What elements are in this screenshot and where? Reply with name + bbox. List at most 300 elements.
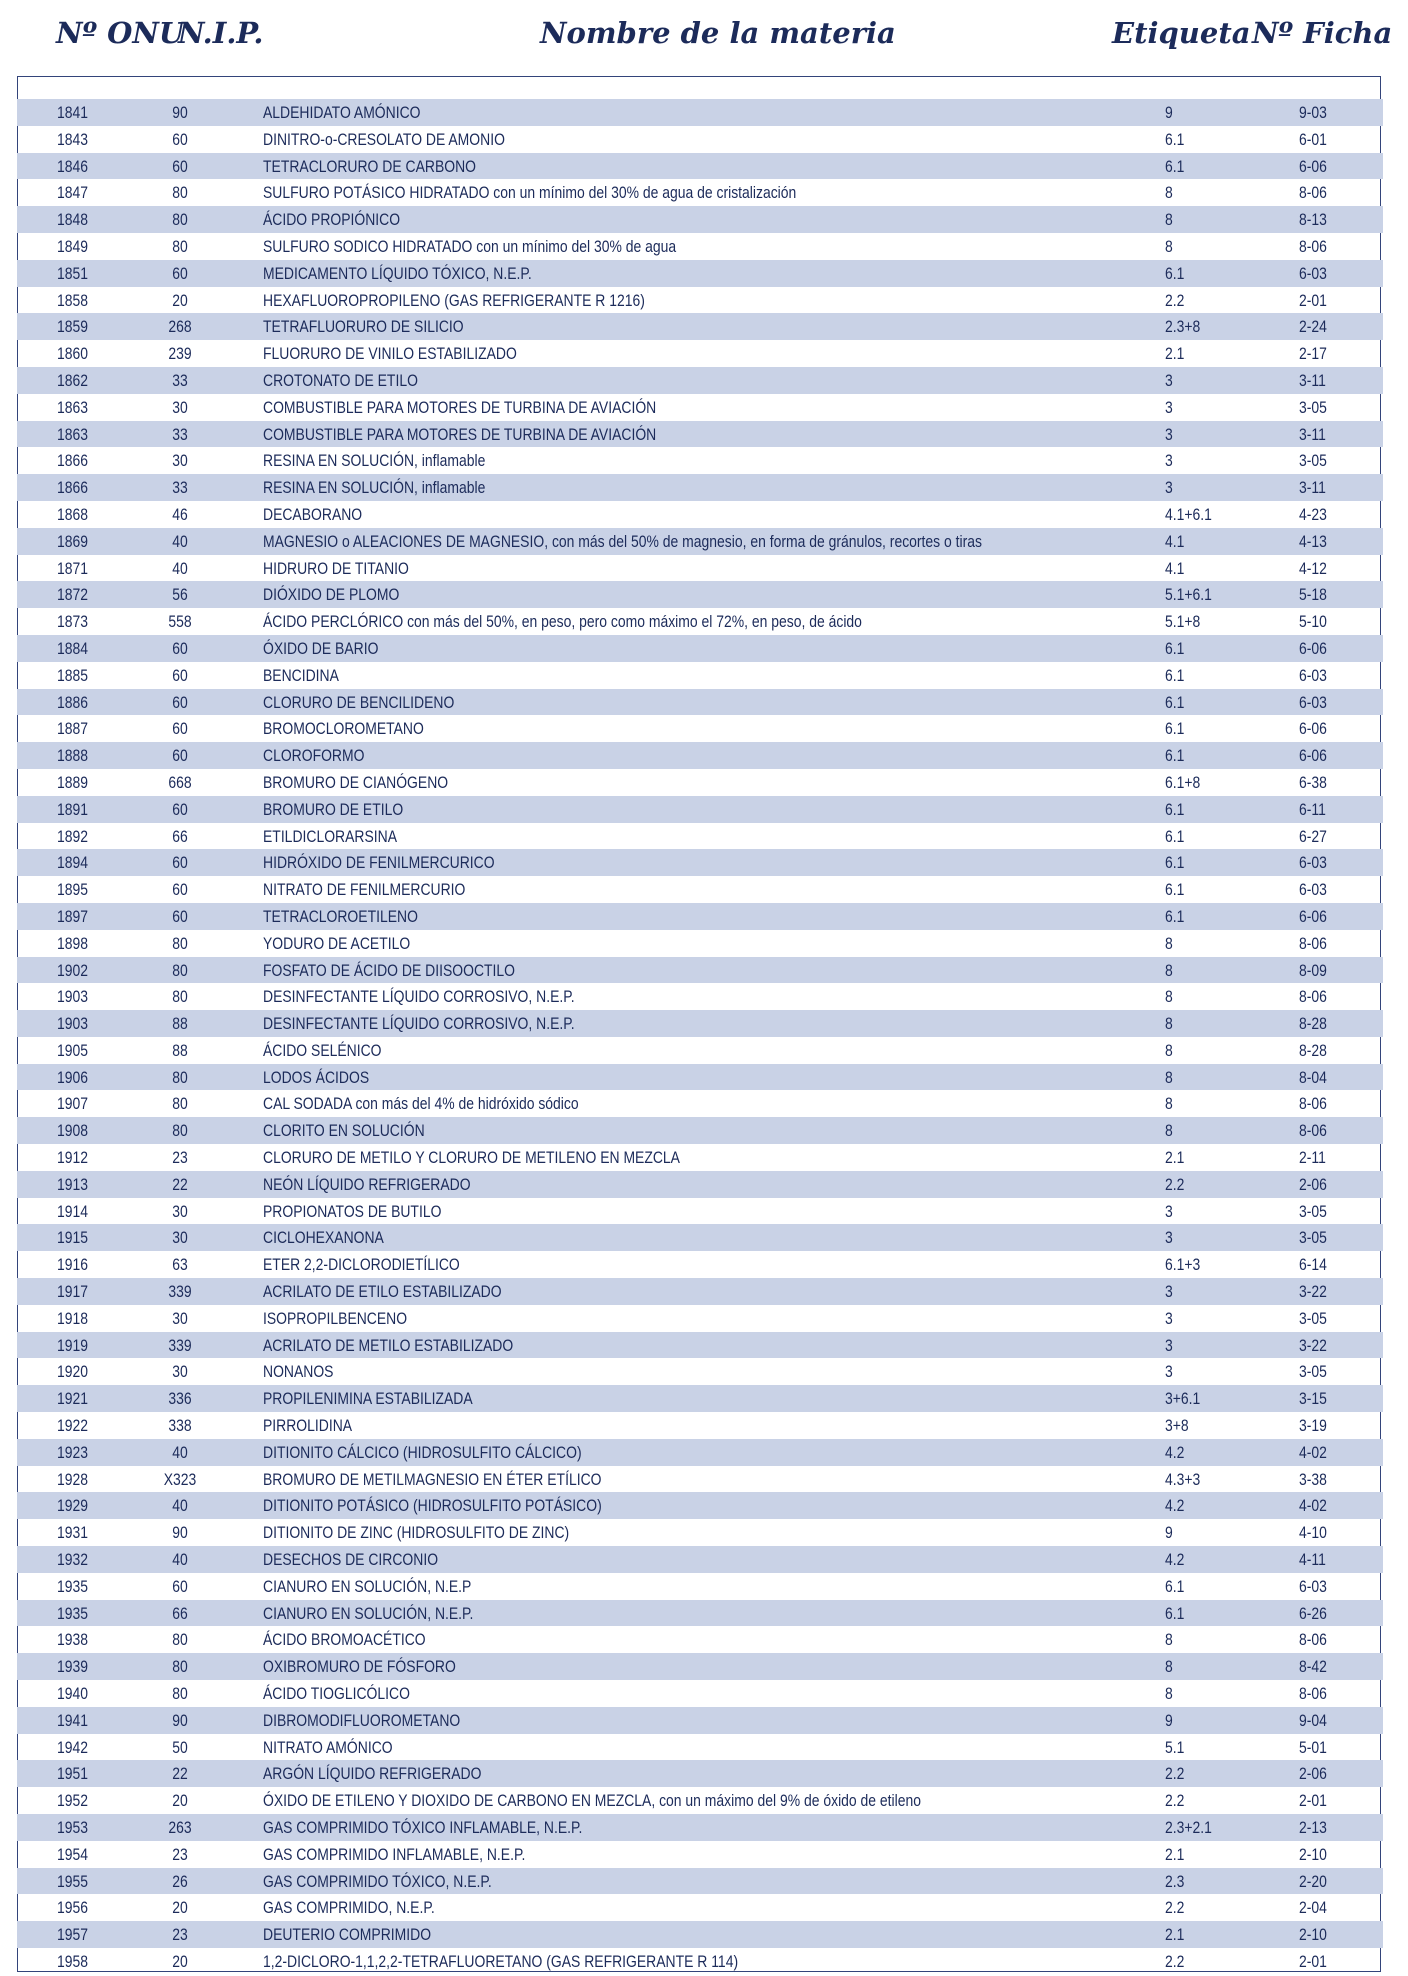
cell-nip: 40 [172,1496,188,1516]
cell-name: GAS COMPRIMIDO, N.E.P. [263,1898,435,1918]
cell-nip: 60 [172,665,188,685]
table-row [17,447,1383,474]
cell-name: DECABORANO [263,504,363,524]
cell-onu: 1923 [57,1442,89,1462]
table-row [17,153,1383,180]
cell-etiqueta: 2.2 [1165,290,1185,310]
cell-ficha: 3-22 [1299,1335,1327,1355]
table-row [17,742,1383,769]
cell-nip: 80 [172,236,188,256]
cell-nip: 50 [172,1737,188,1757]
cell-name: ÁCIDO PERCLÓRICO con más del 50%, en peso, pero como máximo el 72%, en peso, de ácido [263,612,862,632]
cell-name: FOSFATO DE ÁCIDO DE DIISOOCTILO [263,960,515,980]
cell-nip: 336 [168,1389,192,1409]
cell-nip: 30 [172,1201,188,1221]
table-row [17,1251,1383,1278]
cell-etiqueta: 2.3 [1165,1871,1185,1891]
cell-onu: 1952 [57,1791,89,1811]
cell-name: ÓXIDO DE ETILENO Y DIOXIDO DE CARBONO EN MEZCLA, con un máximo del 9% de óxido de etileno [263,1791,922,1811]
cell-ficha: 6-03 [1299,692,1327,712]
cell-name: YODURO DE ACETILO [263,933,411,953]
table-row [17,903,1383,930]
cell-onu: 1847 [57,183,89,203]
table-row [17,1841,1383,1868]
cell-etiqueta: 8 [1165,1630,1173,1650]
cell-name: ACRILATO DE METILO ESTABILIZADO [263,1335,514,1355]
cell-ficha: 3-15 [1299,1389,1327,1409]
cell-ficha: 5-10 [1299,612,1327,632]
cell-nip: 40 [172,1442,188,1462]
cell-onu: 1938 [57,1630,89,1650]
cell-ficha: 8-28 [1299,1040,1327,1060]
cell-onu: 1939 [57,1657,89,1677]
cell-ficha: 6-06 [1299,746,1327,766]
cell-name: LODOS ÁCIDOS [263,1067,370,1087]
cell-etiqueta: 2.1 [1165,1925,1185,1945]
table-row [17,1894,1383,1921]
cell-etiqueta: 3 [1165,1362,1173,1382]
cell-ficha: 2-01 [1299,1791,1327,1811]
cell-name: ETILDICLORARSINA [263,826,398,846]
cell-nip: 22 [172,1174,188,1194]
cell-nip: 80 [172,1067,188,1087]
cell-etiqueta: 6.1 [1165,826,1185,846]
cell-name: ARGÓN LÍQUIDO REFRIGERADO [263,1764,482,1784]
cell-onu: 1903 [57,1014,89,1034]
cell-name: DIÓXIDO DE PLOMO [263,585,400,605]
cell-etiqueta: 4.1+6.1 [1165,504,1212,524]
cell-nip: 60 [172,692,188,712]
cell-nip: 30 [172,451,188,471]
cell-onu: 1954 [57,1844,89,1864]
cell-nip: 60 [172,853,188,873]
cell-name: CICLOHEXANONA [263,1228,384,1248]
cell-name: ALDEHIDATO AMÓNICO [263,103,421,122]
cell-ficha: 2-17 [1299,344,1327,364]
cell-onu: 1940 [57,1684,89,1704]
cell-onu: 1866 [57,478,89,498]
cell-etiqueta: 3 [1165,1201,1173,1221]
cell-name: HIDRURO DE TITANIO [263,558,409,578]
cell-nip: 20 [172,1791,188,1811]
cell-name: PROPIONATOS DE BUTILO [263,1201,442,1221]
table-row [17,930,1383,957]
cell-onu: 1848 [57,210,89,230]
table-row [17,1492,1383,1519]
table-row [17,1198,1383,1225]
cell-name: NEÓN LÍQUIDO REFRIGERADO [263,1174,471,1194]
cell-nip: 22 [172,1764,188,1784]
cell-ficha: 2-13 [1299,1818,1327,1837]
cell-name: COMBUSTIBLE PARA MOTORES DE TURBINA DE AVIACIÓN [263,397,657,417]
cell-etiqueta: 4.2 [1165,1550,1185,1570]
cell-onu: 1862 [57,370,89,390]
cell-name: ISOPROPILBENCENO [263,1308,408,1328]
cell-etiqueta: 8 [1165,210,1173,230]
cell-ficha: 2-01 [1299,1951,1327,1971]
cell-name: OXIBROMURO DE FÓSFORO [263,1657,456,1677]
cell-onu: 1929 [57,1496,89,1516]
cell-ficha: 8-09 [1299,960,1327,980]
table-row [17,1921,1383,1948]
table-row [17,260,1383,287]
cell-onu: 1921 [57,1389,89,1409]
cell-nip: 263 [168,1818,192,1837]
cell-nip: 668 [168,772,192,792]
cell-onu: 1888 [57,746,89,766]
cell-etiqueta: 9 [1165,1710,1173,1730]
cell-etiqueta: 5.1+6.1 [1165,585,1212,605]
cell-onu: 1858 [57,290,89,310]
table-row [17,1760,1383,1787]
cell-onu: 1894 [57,853,89,873]
cell-ficha: 6-03 [1299,1576,1327,1596]
table-row [17,1385,1383,1412]
table-row [17,1412,1383,1439]
cell-etiqueta: 2.2 [1165,1791,1185,1811]
cell-name: 1,2-DICLORO-1,1,2,2-TETRAFLUORETANO (GAS REFRIGERANTE R 114) [263,1951,739,1971]
table-row [17,1600,1383,1627]
cell-name: GAS COMPRIMIDO TÓXICO INFLAMABLE, N.E.P. [263,1818,583,1837]
cell-ficha: 3-11 [1299,478,1326,498]
cell-etiqueta: 2.3+2.1 [1165,1818,1212,1837]
cell-etiqueta: 3 [1165,424,1173,444]
cell-onu: 1942 [57,1737,89,1757]
cell-ficha: 5-01 [1299,1737,1327,1757]
cell-etiqueta: 9 [1165,1523,1173,1543]
cell-etiqueta: 2.2 [1165,1764,1185,1784]
table-row [17,608,1383,635]
table-row [17,1573,1383,1600]
cell-name: ÁCIDO SELÉNICO [263,1040,382,1060]
cell-etiqueta: 8 [1165,1121,1173,1141]
cell-name: CLORURO DE METILO Y CLORURO DE METILENO EN MEZCLA [263,1148,680,1168]
cell-nip: 23 [172,1844,188,1864]
cell-nip: 33 [172,370,188,390]
cell-onu: 1957 [57,1925,89,1945]
table-row [17,1439,1383,1466]
cell-name: CLORURO DE BENCILIDENO [263,692,455,712]
cell-ficha: 6-03 [1299,263,1327,283]
cell-name: CROTONATO DE ETILO [263,370,418,390]
table-row [17,1868,1383,1895]
cell-name: ÁCIDO BROMOACÉTICO [263,1630,426,1650]
cell-ficha: 5-18 [1299,585,1327,605]
cell-name: DESINFECTANTE LÍQUIDO CORROSIVO, N.E.P. [263,1014,575,1034]
cell-etiqueta: 5.1+8 [1165,612,1201,632]
table-row [17,421,1383,448]
cell-ficha: 8-06 [1299,183,1327,203]
cell-name: DITIONITO POTÁSICO (HIDROSULFITO POTÁSICO) [263,1496,602,1516]
cell-nip: 80 [172,1684,188,1704]
cell-ficha: 6-06 [1299,719,1327,739]
table-row [17,1626,1383,1653]
cell-onu: 1918 [57,1308,89,1328]
cell-nip: 60 [172,263,188,283]
cell-nip: 80 [172,1630,188,1650]
cell-nip: 90 [172,103,188,122]
cell-name: HEXAFLUOROPROPILENO (GAS REFRIGERANTE R 1216) [263,290,645,310]
table-row [17,769,1383,796]
cell-nip: 88 [172,1040,188,1060]
cell-nip: 33 [172,478,188,498]
cell-name: SULFURO POTÁSICO HIDRATADO con un mínimo del 30% de agua de cristalización [263,183,797,203]
cell-etiqueta: 3 [1165,397,1173,417]
cell-nip: 63 [172,1255,188,1275]
table-row [17,1519,1383,1546]
table-row [17,1734,1383,1761]
cell-etiqueta: 6.1 [1165,156,1185,176]
table-row [17,849,1383,876]
table-row [17,313,1383,340]
cell-onu: 1903 [57,987,89,1007]
cell-onu: 1887 [57,719,89,739]
table-row [17,1814,1383,1841]
cell-nip: 80 [172,210,188,230]
cell-name: COMBUSTIBLE PARA MOTORES DE TURBINA DE AVIACIÓN [263,424,657,444]
cell-nip: 60 [172,906,188,926]
cell-etiqueta: 6.1 [1165,906,1185,926]
cell-nip: 88 [172,1014,188,1034]
cell-nip: 80 [172,987,188,1007]
cell-ficha: 3-22 [1299,1282,1327,1302]
cell-nip: 30 [172,1308,188,1328]
cell-etiqueta: 8 [1165,236,1173,256]
cell-onu: 1872 [57,585,89,605]
cell-nip: 40 [172,1550,188,1570]
header-ficha: Nº Ficha [1252,16,1393,50]
cell-etiqueta: 6.1 [1165,665,1185,685]
header-onu: Nº ONU [56,16,185,50]
cell-name: PROPILENIMINA ESTABILIZADA [263,1389,473,1409]
cell-ficha: 6-03 [1299,665,1327,685]
table-row [17,1144,1383,1171]
cell-ficha: 2-06 [1299,1174,1327,1194]
cell-etiqueta: 3 [1165,1335,1173,1355]
cell-ficha: 2-11 [1299,1148,1326,1168]
cell-onu: 1849 [57,236,89,256]
cell-etiqueta: 4.1 [1165,558,1185,578]
cell-nip: 339 [168,1282,192,1302]
cell-ficha: 8-06 [1299,236,1327,256]
cell-onu: 1935 [57,1576,89,1596]
cell-onu: 1919 [57,1335,89,1355]
cell-onu: 1931 [57,1523,89,1543]
cell-etiqueta: 4.1 [1165,531,1185,551]
cell-nip: 23 [172,1148,188,1168]
cell-ficha: 3-05 [1299,451,1327,471]
cell-nip: 20 [172,1951,188,1971]
table-row [17,1653,1383,1680]
cell-etiqueta: 2.1 [1165,1844,1185,1864]
cell-onu: 1871 [57,558,89,578]
table-row [17,1117,1383,1144]
cell-name: ÁCIDO TIOGLICÓLICO [263,1684,410,1704]
table-row [17,1224,1383,1251]
cell-onu: 1884 [57,638,89,658]
cell-etiqueta: 6.1 [1165,129,1185,149]
cell-etiqueta: 3+6.1 [1165,1389,1201,1409]
cell-onu: 1873 [57,612,89,632]
table-row [17,367,1383,394]
cell-onu: 1860 [57,344,89,364]
cell-name: ÓXIDO DE BARIO [263,638,379,658]
cell-onu: 1958 [57,1951,89,1971]
table-row [17,1064,1383,1091]
cell-nip: 60 [172,799,188,819]
cell-ficha: 4-10 [1299,1523,1327,1543]
cell-name: ACRILATO DE ETILO ESTABILIZADO [263,1282,502,1302]
cell-etiqueta: 6.1 [1165,719,1185,739]
cell-ficha: 8-06 [1299,987,1327,1007]
cell-onu: 1863 [57,397,89,417]
cell-etiqueta: 3 [1165,1228,1173,1248]
cell-nip: 60 [172,638,188,658]
cell-nip: 46 [172,504,188,524]
cell-etiqueta: 6.1 [1165,1576,1185,1596]
cell-onu: 1908 [57,1121,89,1141]
cell-ficha: 8-06 [1299,1094,1327,1114]
cell-ficha: 6-03 [1299,880,1327,900]
header-etiqueta: Etiqueta [1112,16,1251,50]
cell-name: CLOROFORMO [263,746,365,766]
table-row [17,179,1383,206]
cell-onu: 1846 [57,156,89,176]
cell-nip: 80 [172,1094,188,1114]
header-nip: N.I.P. [178,16,264,50]
cell-onu: 1895 [57,880,89,900]
cell-name: SULFURO SODICO HIDRATADO con un mínimo del 30% de agua [263,236,677,256]
cell-etiqueta: 8 [1165,183,1173,203]
cell-name: CAL SODADA con más del 4% de hidróxido sódico [263,1094,579,1114]
cell-onu: 1953 [57,1818,89,1837]
cell-ficha: 6-27 [1299,826,1327,846]
cell-nip: 30 [172,397,188,417]
cell-etiqueta: 3+8 [1165,1416,1189,1436]
cell-ficha: 4-02 [1299,1496,1327,1516]
cell-nip: 40 [172,531,188,551]
cell-onu: 1841 [57,103,89,122]
cell-name: PIRROLIDINA [263,1416,353,1436]
table-row [17,1278,1383,1305]
cell-ficha: 6-11 [1299,799,1326,819]
cell-name: BROMURO DE METILMAGNESIO EN ÉTER ETÍLICO [263,1469,602,1489]
cell-name: DESECHOS DE CIRCONIO [263,1550,439,1570]
cell-etiqueta: 3 [1165,1308,1173,1328]
cell-nip: X323 [163,1469,197,1489]
cell-name: ETER 2,2-DICLORODIETÍLICO [263,1255,460,1275]
table-row [17,796,1383,823]
cell-nip: 80 [172,183,188,203]
cell-nip: 90 [172,1710,188,1730]
cell-ficha: 8-42 [1299,1657,1327,1677]
cell-etiqueta: 8 [1165,933,1173,953]
cell-etiqueta: 6.1 [1165,853,1185,873]
cell-ficha: 8-06 [1299,1684,1327,1704]
cell-onu: 1917 [57,1282,89,1302]
table-row [17,287,1383,314]
table-row [17,1546,1383,1573]
cell-etiqueta: 2.3+8 [1165,317,1201,337]
cell-ficha: 6-38 [1299,772,1327,792]
table-row [17,1680,1383,1707]
cell-ficha: 6-26 [1299,1603,1327,1623]
cell-etiqueta: 6.1 [1165,799,1185,819]
cell-onu: 1902 [57,960,89,980]
cell-etiqueta: 3 [1165,370,1173,390]
cell-onu: 1866 [57,451,89,471]
cell-nip: 20 [172,1898,188,1918]
cell-ficha: 3-05 [1299,397,1327,417]
cell-onu: 1859 [57,317,89,337]
cell-nip: 20 [172,290,188,310]
cell-ficha: 2-24 [1299,317,1327,337]
cell-onu: 1905 [57,1040,89,1060]
table-row [17,99,1383,126]
cell-onu: 1851 [57,263,89,283]
header-name: Nombre de la materia [540,16,896,50]
cell-nip: 66 [172,826,188,846]
table-row [17,662,1383,689]
cell-etiqueta: 6.1+3 [1165,1255,1201,1275]
cell-nip: 56 [172,585,188,605]
cell-ficha: 3-05 [1299,1201,1327,1221]
cell-ficha: 3-05 [1299,1308,1327,1328]
cell-nip: 60 [172,1576,188,1596]
cell-ficha: 3-11 [1299,424,1326,444]
cell-etiqueta: 3 [1165,478,1173,498]
cell-ficha: 8-06 [1299,933,1327,953]
cell-name: BROMURO DE CIANÓGENO [263,772,449,792]
cell-name: TETRACLOROETILENO [263,906,418,926]
table-row [17,1305,1383,1332]
cell-nip: 558 [168,612,192,632]
cell-nip: 339 [168,1335,192,1355]
table-row [17,957,1383,984]
cell-ficha: 3-38 [1299,1469,1327,1489]
cell-name: GAS COMPRIMIDO TÓXICO, N.E.P. [263,1871,492,1891]
cell-ficha: 8-06 [1299,1630,1327,1650]
cell-ficha: 2-04 [1299,1898,1327,1918]
cell-ficha: 8-28 [1299,1014,1327,1034]
cell-name: DEUTERIO COMPRIMIDO [263,1925,432,1945]
cell-name: HIDRÓXIDO DE FENILMERCURICO [263,853,495,873]
cell-etiqueta: 4.2 [1165,1496,1185,1516]
cell-ficha: 6-14 [1299,1255,1327,1275]
table-row [17,635,1383,662]
cell-ficha: 9-04 [1299,1710,1327,1730]
cell-onu: 1897 [57,906,89,926]
table-row [17,1707,1383,1734]
cell-name: CLORITO EN SOLUCIÓN [263,1121,425,1141]
cell-ficha: 9-03 [1299,103,1327,122]
cell-etiqueta: 8 [1165,1684,1173,1704]
cell-etiqueta: 6.1 [1165,880,1185,900]
table-row [17,1358,1383,1385]
table-row [17,581,1383,608]
cell-nip: 60 [172,746,188,766]
cell-ficha: 8-04 [1299,1067,1327,1087]
cell-ficha: 6-01 [1299,129,1327,149]
cell-nip: 60 [172,880,188,900]
cell-onu: 1886 [57,692,89,712]
cell-onu: 1915 [57,1228,89,1248]
cell-name: DINITRO-o-CRESOLATO DE AMONIO [263,129,505,149]
cell-name: TETRACLORURO DE CARBONO [263,156,476,176]
cell-etiqueta: 8 [1165,987,1173,1007]
cell-nip: 26 [172,1871,188,1891]
cell-etiqueta: 4.2 [1165,1442,1185,1462]
